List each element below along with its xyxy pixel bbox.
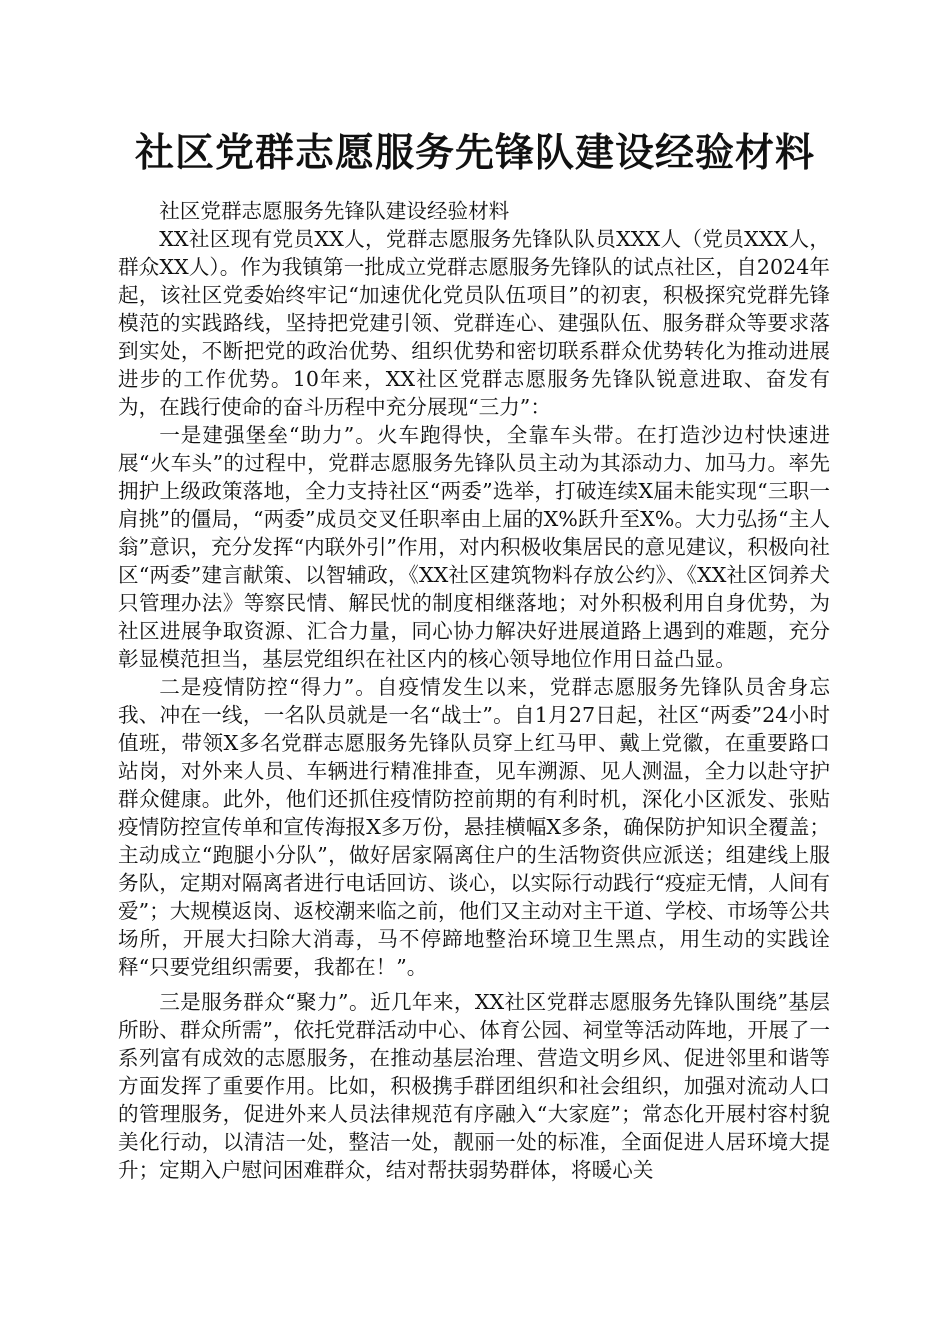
document-body bbox=[118, 197, 830, 1184]
section-three-paragraph: 三是服务群众“聚力”。近几年来，XX社区党群志愿服务先锋队围绕”基层所盼、群众所需”，依托党群活动中心、体育公园、祠堂等活动阵地，开展了一系列富有成效的志愿服务，在推动基层治理、营造文明乡风、促进邻里和谐等方面发挥了重要作用。比如，积极携手群团组织和社会组织，加强对流动人口的管理服务，促进外来人员法律规范有序融入“大家庭”；常态化开展村容村貌美化行动，以清洁一处，整洁一处，靓丽一处的标准，全面促进人居环境大提升；定期入户慰问困难群众，结对帮扶弱势群体，将暖心关 bbox=[118, 990, 830, 1182]
section-one-paragraph: 一是建强堡垒“助力”。火车跑得快，全靠车头带。在打造沙边村快速进展“火车头”的过程中，党群志愿服务先锋队员主动为其添动力、加马力。率先拥护上级政策落地，全力支持社区“两委”选举，打破连续X届未能实现“三职一肩挑”的僵局，“两委”成员交叉任职率由上届的X%跃升至X%。大力弘扬“主人翁”意识，充分发挥“内联外引”作用，对内积极收集居民的意见建议，积极向社区“两委”建言献策、以智辅政，《XX社区建筑物料存放公约》、《XX社区饲养犬只管理办法》等察民情、解民忧的制度相继落地；对外积极利用自身优势，为社区进展争取资源、汇合力量，同心协力解决好进展道路上遇到的难题，充分彰显模范担当，基层党组织在社区内的核心领导地位作用日益凸显。 bbox=[118, 423, 830, 671]
section-two-paragraph: 二是疫情防控“得力”。自疫情发生以来，党群志愿服务先锋队员舍身忘我、冲在一线，一名队员就是一名“战士”。自1月27日起，社区“两委”24小时值班，带领X多名党群志愿服务先锋队员穿上红马甲、戴上党徽，在重要路口站岗，对外来人员、车辆进行精准排查，见车溯源、见人测温，全力以赴守护群众健康。此外，他们还抓住疫情防控前期的有利时机，深化小区派发、张贴疫情防控宣传单和宣传海报X多万份，悬挂横幅X多条，确保防护知识全覆盖；主动成立“跑腿小分队”，做好居家隔离住户的生活物资供应派送；组建线上服务队，定期对隔离者进行电话回访、谈心，以实际行动践行“疫症无情，人间有爱”；大规模返岗、返校潮来临之前，他们又主动对主干道、学校、市场等公共场所，开展大扫除大消毒，马不停蹄地整治环境卫生黑点，用生动的实践诠释“只要党组织需要，我都在！”。 bbox=[118, 675, 830, 979]
subtitle-paragraph: 社区党群志愿服务先锋队建设经验材料 bbox=[159, 199, 510, 223]
intro-paragraph: XX社区现有党员XX人，党群志愿服务先锋队队员XXX人（党员XXX人，群众XX人）。作为我镇第一批成立党群志愿服务先锋队的试点社区，自2024年起，该社区党委始终牢记“加速优化党员队伍项目”的初衷，积极探究党群先锋模范的实践路线，坚持把党建引领、党群连心、建强队伍、服务群众等要求落到实处，不断把党的政治优势、组织优势和密切联系群众优势转化为推动进展进步的工作优势。10年来，XX社区党群志愿服务先锋队锐意进取、奋发有为，在践行使命的奋斗历程中充分展现“三力”： bbox=[118, 227, 830, 419]
document-title: 社区党群志愿服务先锋队建设经验材料 bbox=[134, 131, 815, 176]
